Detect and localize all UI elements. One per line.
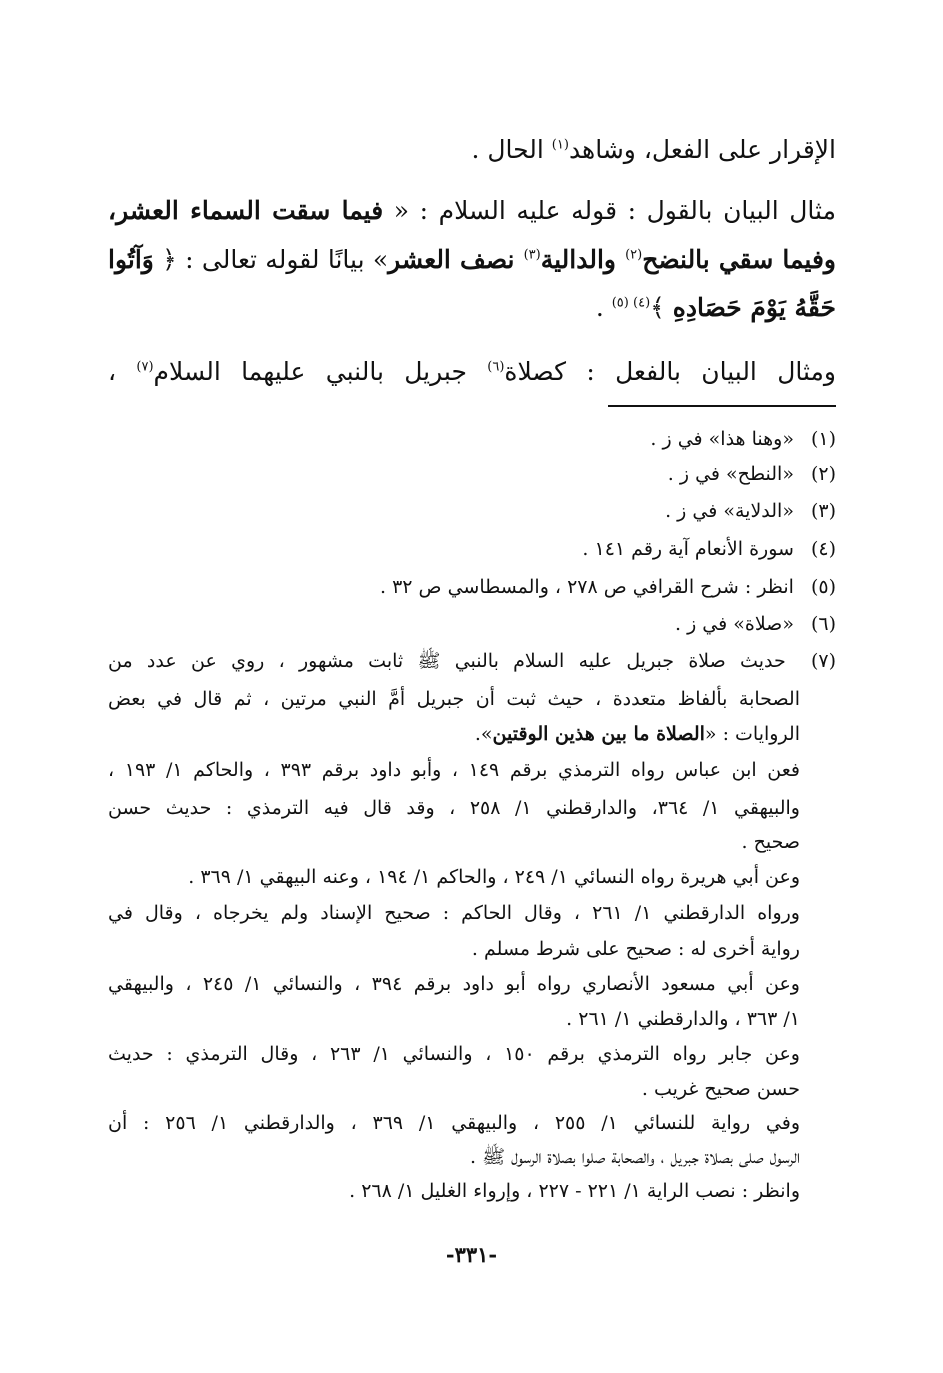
footnote-7-line (108, 1172, 836, 1210)
footnote-1 (108, 420, 836, 458)
body-line-4 (108, 286, 836, 330)
footnote-text: ١/ ٣٦٣ ، والدارقطني ١/ ٢٦١ . (566, 1008, 800, 1030)
footnote-7-line (108, 930, 836, 968)
footnote-2 (108, 455, 836, 493)
quran-text: وَآتُوا (108, 245, 154, 274)
footnote-number: (١) (810, 428, 836, 450)
footnote-text: وعن أبي مسعود الأنصاري رواه أبو داود برقم ٣٩٤ ، والنسائي ١/ ٢٤٥ ، والبيهقي (108, 973, 800, 995)
text-run: الإقرار على الفعل، وشاهد (568, 135, 836, 164)
footnote-text: «النطح» في ز . (667, 463, 794, 485)
footnote-7 (108, 642, 836, 680)
hadith-text: فيما سقت السماء العشر، (108, 196, 384, 225)
footnote-text: حديث صلاة جبريل عليه السلام بالنبي ﷺ ثابت مشهور ، روي عن عدد من (108, 650, 786, 672)
footnote-7-line (108, 1138, 836, 1176)
footnote-text: وعن جابر رواه الترمذي برقم ١٥٠ ، والنسائي ١/ ٢٦٣ ، وقال الترمذي : حديث (108, 1043, 800, 1065)
footnote-7-line (108, 823, 836, 861)
footnote-text: الروايات : « (704, 723, 800, 745)
footnote-7-line (108, 965, 836, 1003)
footnote-ref: (٢) (625, 247, 643, 263)
footnote-text: وانظر : نصب الراية ١/ ٢٢١ - ٢٢٧ ، وإرواء الغليل ١/ ٢٦٨ . (349, 1180, 800, 1202)
text-run: ، (108, 357, 137, 386)
footnote-7-line (108, 715, 836, 753)
footnote-ref: (٤) (633, 295, 651, 311)
footnote-ref: (٦) (487, 359, 505, 375)
footnote-7-line (108, 1000, 836, 1038)
text-run: ﴾ (650, 293, 673, 322)
footnote-text: «الدلاية» في ز . (665, 500, 794, 522)
body-line-5 (108, 350, 836, 394)
text-run: مثال البيان بالقول : قوله عليه السلام : « (383, 196, 836, 225)
footnote-text: والبيهقي ١/ ٣٦٤، والدارقطني ١/ ٢٥٨ ، وقد قال فيه الترمذي : حديث حسن (108, 797, 800, 819)
hadith-text: وفيما سقي بالنضح (642, 245, 836, 274)
footnote-number: (٤) (810, 538, 836, 560)
body-line-2 (108, 189, 836, 233)
footnote-ref: (٣) (523, 247, 541, 263)
footnote-text: الصحابة بألفاظ متعددة ، حيث ثبت أن جبريل أمَّ النبي مرتين ، ثم قال في بعض (108, 688, 800, 710)
footnote-text: ورواه الدارقطني ١/ ٢٦١ ، وقال الحاكم : صحيح الإسناد ولم يخرجاه ، وقال في (108, 902, 800, 924)
footnote-7-line (108, 789, 836, 827)
footnote-text: انظر : شرح القرافي ص ٢٧٨ ، والمسطاسي ص ٣٢ . (380, 576, 794, 598)
hadith-text: نصف العشر (388, 245, 524, 274)
body-line-1 (108, 128, 836, 172)
quran-text: حَقَّهُ يَوْمَ حَصَادِهِ (672, 293, 836, 322)
text-run: ومثال البيان بالفعل : كصلاة (504, 357, 836, 386)
footnote-text: وعن أبي هريرة رواه النسائي ١/ ٢٤٩ ، والحاكم ١/ ١٩٤ ، وعنه البيهقي ١/ ٣٦٩ . (188, 866, 800, 888)
footnote-7-line (108, 894, 836, 932)
text-run: الحال . (471, 135, 552, 164)
footnote-ref: (١) (551, 137, 569, 153)
footnote-text: فعن ابن عباس رواه الترمذي برقم ١٤٩ ، وأبو داود برقم ٣٩٣ ، والحاكم ١/ ١٩٣ ، (108, 759, 801, 781)
footnote-text: الرسول صلى بصلاة جبريل ، والصحابة صلوا بصلاة الرسول ﷺ . (470, 1146, 800, 1168)
hadith-text: الصلاة ما بين هذين الوقتين (492, 723, 705, 745)
footnote-7-line (108, 1104, 836, 1142)
footnote-7-line (108, 680, 836, 718)
footnote-text: ». (474, 723, 493, 745)
footnote-4 (108, 530, 836, 568)
hadith-text: والدالية (540, 245, 626, 274)
footnote-3 (108, 492, 836, 530)
footnote-7-line (108, 751, 836, 789)
footnote-text: رواية أخرى له : صحيح على شرط مسلم . (471, 938, 800, 960)
footnote-6 (108, 605, 836, 643)
footnote-7-line (108, 1070, 836, 1108)
footnote-text: حسن صحيح غريب . (641, 1078, 800, 1100)
footnote-number: (٦) (810, 613, 836, 635)
footnote-number: (٧) (810, 650, 836, 672)
footnote-text: صحيح . (741, 831, 800, 853)
footnote-number: (٥) (810, 576, 836, 598)
footnote-text: سورة الأنعام آية رقم ١٤١ . (582, 538, 794, 560)
text-run: جبريل بالنبي عليهما السلام (153, 357, 488, 386)
footnote-ref: (٥) (611, 295, 633, 311)
text-run: » بيانًا لقوله تعالى : ﴿ (153, 245, 389, 274)
footnote-number: (٢) (810, 463, 836, 485)
body-line-3 (108, 238, 836, 282)
footnote-ref: (٧) (136, 359, 154, 375)
footnote-5 (108, 568, 836, 606)
footnote-separator (608, 405, 836, 407)
footnote-text: «وهنا هذا» في ز . (650, 428, 794, 450)
footnote-7-line (108, 1035, 836, 1073)
footnote-number: (٣) (810, 500, 836, 522)
page-number: -٣٣١- (445, 1242, 498, 1267)
text-run: . (595, 293, 612, 322)
footnote-text: «صلاة» في ز . (675, 613, 794, 635)
footnote-text: وفي رواية للنسائي ١/ ٢٥٥ ، والبيهقي ١/ ٣٦٩ ، والدارقطني ١/ ٢٥٦ : أن (108, 1112, 801, 1134)
footnote-7-line (108, 858, 836, 896)
